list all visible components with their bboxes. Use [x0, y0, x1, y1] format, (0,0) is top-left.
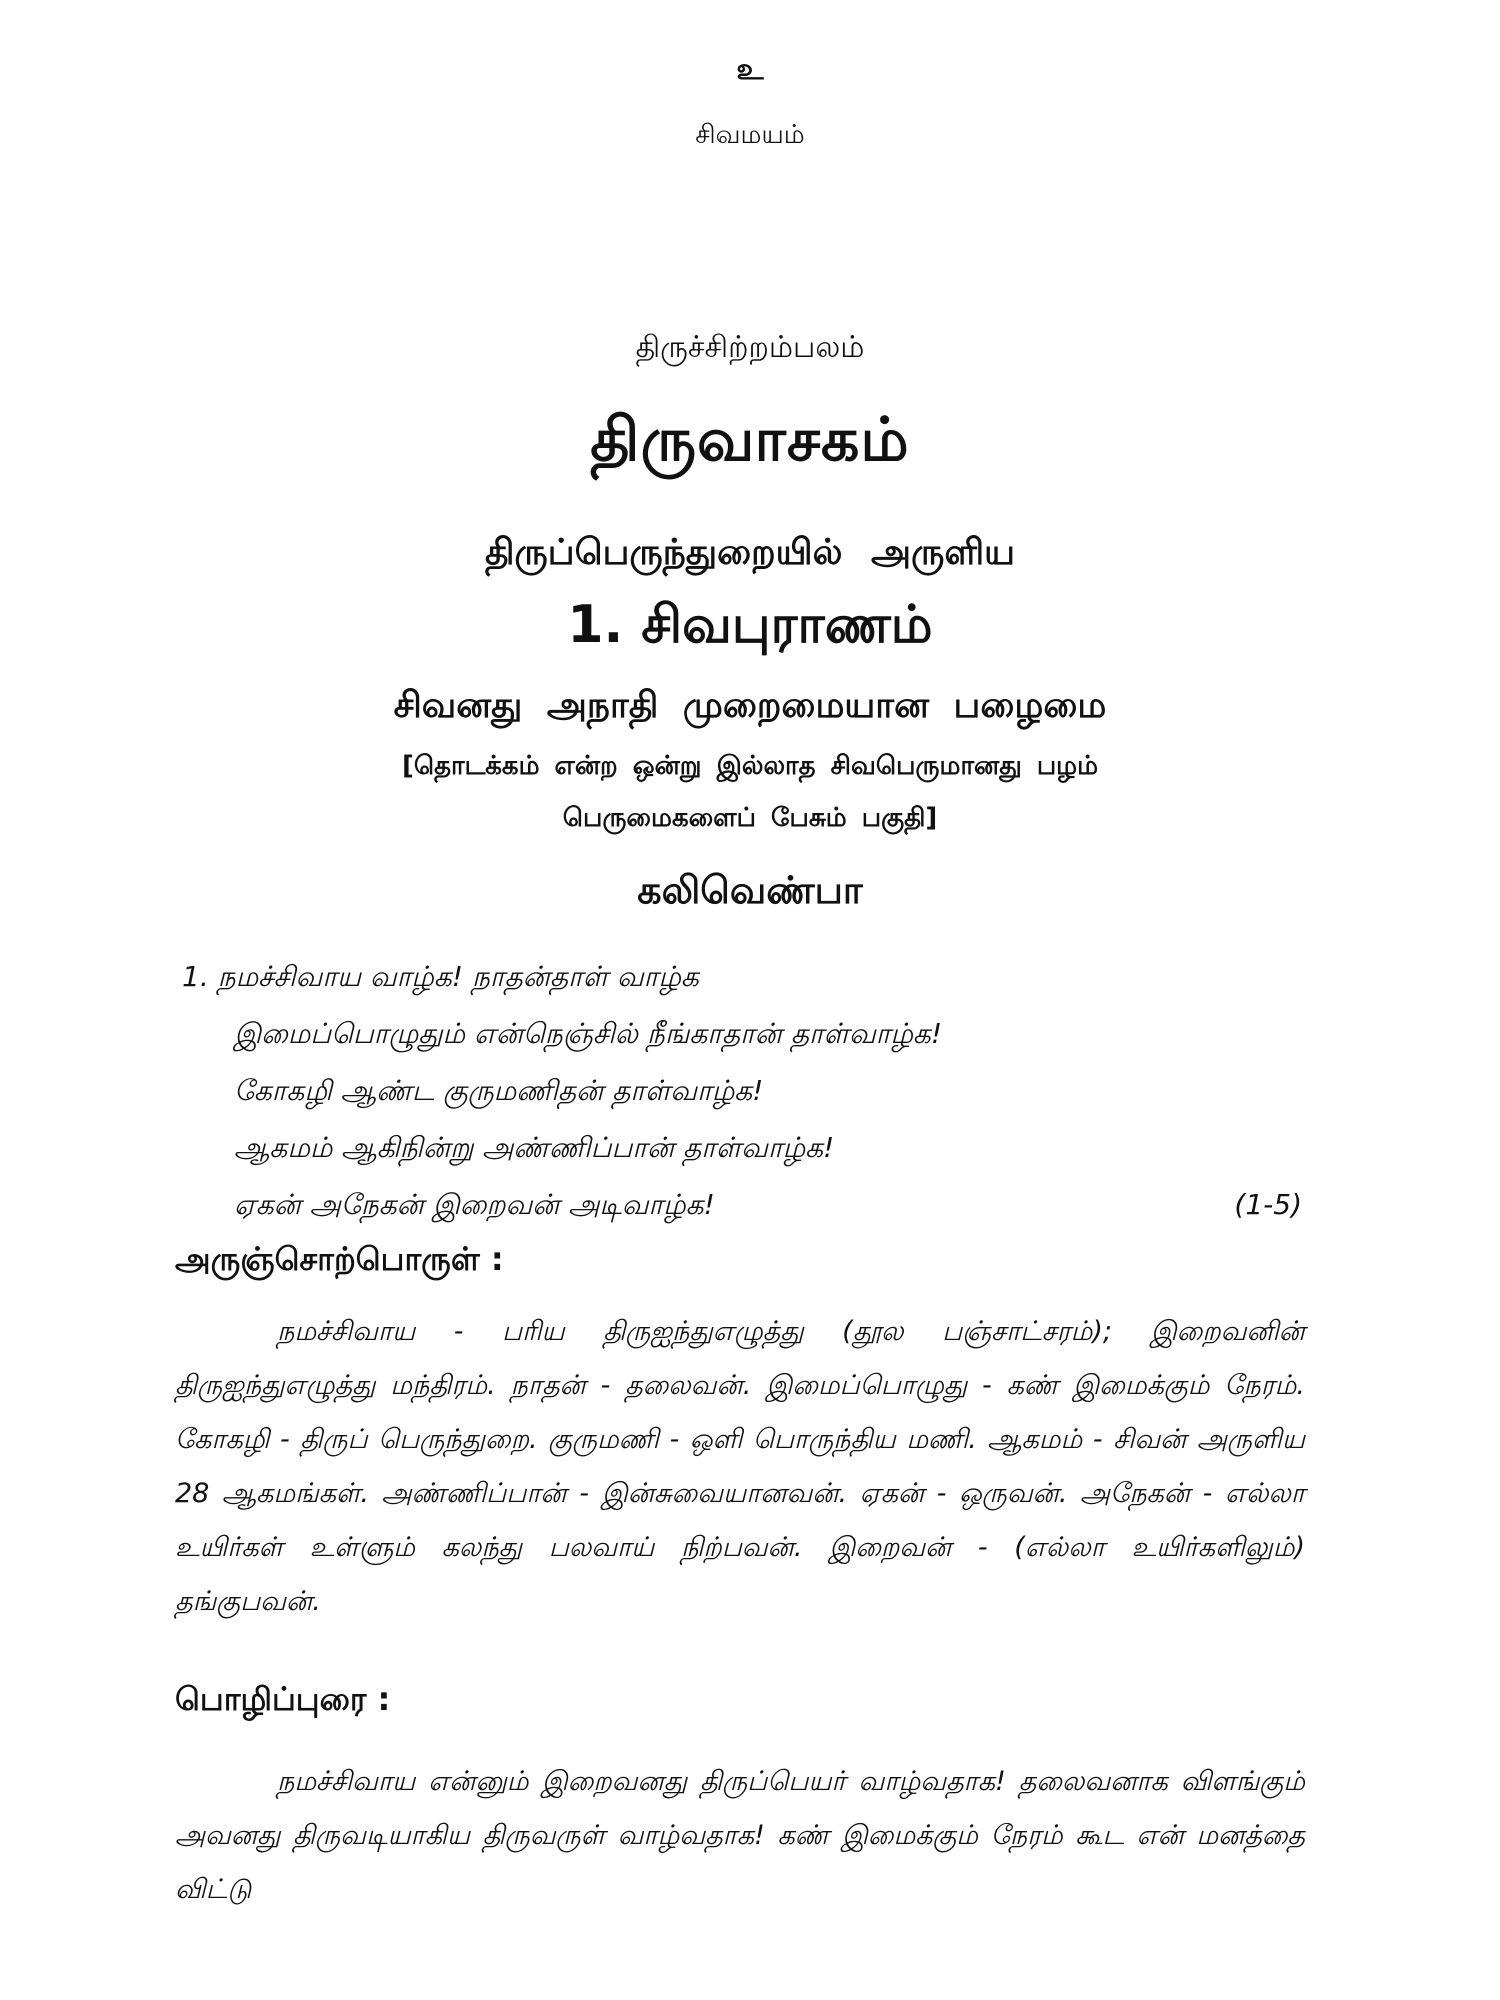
commentary-text: நமச்சிவாய என்னும் இறைவனது திருப்பெயர் வாழ்வதாக! தலைவனாக விளங்கும் அவனது திருவடியாகிய திருவருள் வாழ்வதாக! கண் இமைக்கும் நேரம் கூட என் மனத்தை விட்டு [175, 1766, 1305, 1905]
book-subtitle: திருப்பெருந்துறையில் அருளிய [484, 532, 1016, 573]
verse-block [182, 948, 1302, 1233]
verse-line-last [182, 1176, 1302, 1233]
section-description-line: பெருமைகளைப் பேசும் பகுதி] [562, 803, 938, 833]
commentary-heading: பொழிப்புரை : [175, 1680, 391, 1718]
invocation: சிவமயம் [695, 120, 805, 150]
verse-line-text: ஏகன் அநேகன் இறைவன் அடிவாழ்க! [234, 1188, 715, 1221]
meter-name: கலிவெண்பா [637, 868, 863, 912]
verse-line: இமைப்பொழுதும் என்நெஞ்சில் நீங்காதான் தாள்வாழ்க! [234, 1017, 943, 1050]
glossary-heading: அருஞ்சொற்பொருள் : [175, 1240, 504, 1278]
glossary-text: நமச்சிவாய - பரிய திருஐந்துஎழுத்து (தூல பஞ்சாட்சரம்); இறைவனின் திருஐந்துஎழுத்து மந்திரம். நாதன் - தலைவன். இமைப்பொழுது - கண் இமைக்கும் நேரம். கோகழி - திருப் பெருந்துறை. குருமணி - ஒளி பொருந்திய மணி. ஆகமம் - சிவன் அருளிய 28 ஆகமங்கள். அண்ணிப்பான் - இன்சுவையானவன். ஏகன் - ஒருவன். அநேகன் - எல்லா உயிர்கள் உள்ளும் கலந்து பலவாய் நிற்பவன். இறைவன் - (எல்லா உயிர்களிலும்) தங்குபவன். [175, 1316, 1305, 1617]
page-mark: உ [736, 52, 764, 87]
section-heading: சிவனது அநாதி முறைமையான பழைமை [393, 685, 1107, 726]
verse-line: ஆகமம் ஆகிநின்று அண்ணிப்பான் தாள்வாழ்க! [234, 1131, 835, 1164]
chapter-title: 1. சிவபுராணம் [567, 595, 933, 655]
temple-name: திருச்சிற்றம்பலம் [635, 330, 865, 365]
verse-reference: (1-5) [1234, 1188, 1302, 1221]
verse-line: கோகழி ஆண்ட குருமணிதன் தாள்வாழ்க! [234, 1074, 764, 1107]
section-description [0, 740, 1500, 844]
verse-line: 1. நமச்சிவாய வாழ்க! நாதன்தாள் வாழ்க [182, 960, 699, 993]
book-title: திருவாசகம் [590, 405, 910, 475]
section-description-line: [தொடக்கம் என்ற ஒன்று இல்லாத சிவபெருமானது பழம் [401, 751, 1099, 781]
